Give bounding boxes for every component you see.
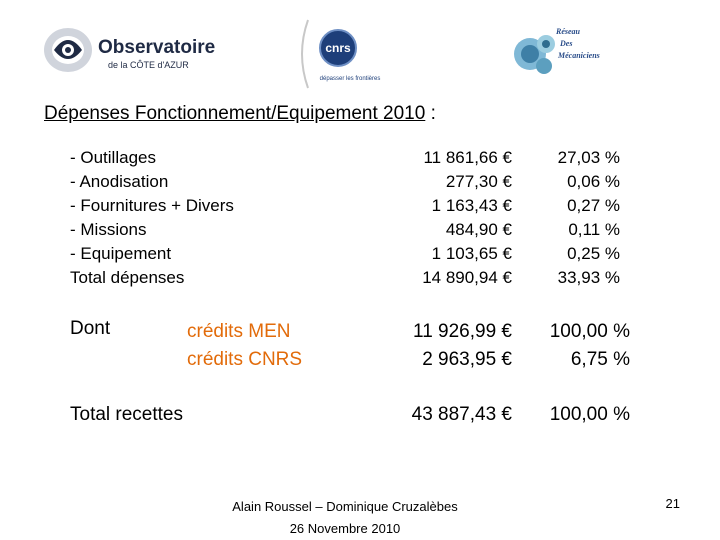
rdm-line3-text: Mécaniciens: [558, 51, 600, 60]
cnrs-name-text: cnrs: [325, 41, 351, 55]
credit-amounts: [413, 318, 512, 374]
cnrs-tagline-text: dépasser les frontières: [319, 76, 381, 82]
rdm-line1-text: Réseau: [556, 27, 580, 36]
credit-pct-cnrs: 6,75 %: [570, 349, 630, 370]
expense-label: - Outillages: [70, 148, 156, 167]
credit-pct-men: 100,00 %: [549, 321, 630, 342]
slide-title-suffix: :: [425, 103, 436, 124]
expense-pct: 0,25 %: [567, 244, 620, 263]
expense-amount: 1 163,43 €: [431, 196, 512, 215]
oca-sub-text: de la CÔTE d'AZUR: [108, 60, 189, 70]
expense-pct: 0,11 %: [568, 220, 620, 239]
credit-label-cnrs: crédits CNRS: [187, 349, 303, 370]
oca-name-text: Observatoire: [98, 37, 216, 58]
cnrs-logo: [300, 16, 410, 92]
credit-amount-men: 11 926,99 €: [413, 321, 512, 342]
expense-percentages: [558, 146, 620, 290]
expense-pct: 0,27 %: [567, 196, 620, 215]
expense-label: - Missions: [70, 220, 147, 239]
footer-authors: Alain Roussel – Dominique Cruzalèbes: [232, 499, 458, 514]
expense-label: - Fournitures + Divers: [70, 196, 234, 215]
expense-pct: 0,06 %: [567, 172, 620, 191]
expense-total-pct: 33,93 %: [557, 268, 620, 287]
credit-labels: [187, 318, 302, 374]
expense-label: - Anodisation: [70, 172, 169, 191]
slide-title-text: Dépenses Fonctionnement/Equipement 2010: [44, 103, 426, 124]
footer-date: 26 Novembre 2010: [289, 521, 401, 536]
expense-amount: 484,90 €: [445, 220, 512, 239]
expense-amount: 11 861,66 €: [423, 148, 512, 167]
slide-footer: [200, 496, 490, 540]
expense-label: - Equipement: [70, 244, 172, 263]
total-recettes-label: Total recettes: [70, 404, 183, 425]
page-number: 21: [665, 496, 680, 511]
slide-title: [44, 103, 436, 125]
expense-labels: [70, 146, 234, 290]
credit-amount-cnrs: 2 963,95 €: [422, 349, 512, 370]
rdm-line2-text: Des: [560, 39, 573, 48]
expense-amount: 277,30 €: [445, 172, 512, 191]
observatoire-logo: [40, 20, 240, 80]
expense-total-amount: 14 890,94 €: [422, 268, 512, 287]
expense-amounts: [422, 146, 512, 290]
expense-amount: 1 103,65 €: [431, 244, 512, 263]
expense-total-label: Total dépenses: [70, 268, 185, 287]
credit-label-men: crédits MEN: [187, 321, 291, 342]
total-recettes-pct: 100,00 %: [549, 404, 630, 425]
reseau-mecaniciens-logo: [508, 20, 628, 84]
expense-pct: 27,03 %: [557, 148, 620, 167]
total-recettes-amount: 43 887,43 €: [411, 404, 512, 425]
dont-label: Dont: [70, 318, 111, 339]
credit-percentages: [550, 318, 630, 374]
